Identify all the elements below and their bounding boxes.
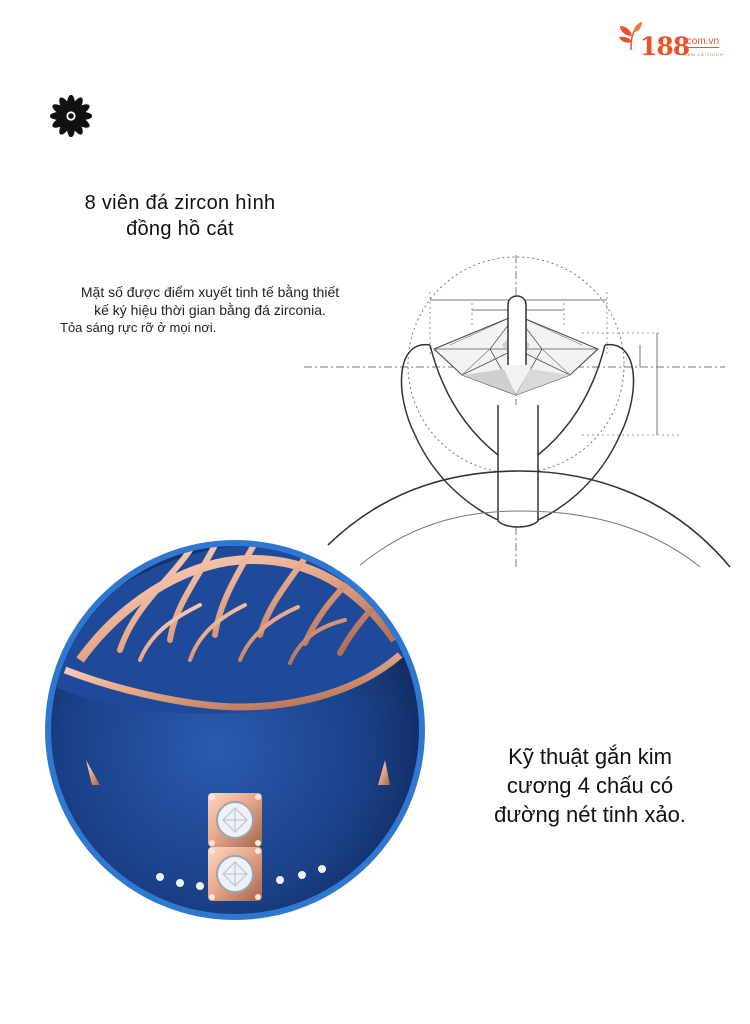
caption-line1: Kỹ thuật gắn kim	[508, 744, 672, 769]
flower-icon	[48, 93, 94, 139]
prong-caption	[470, 742, 710, 829]
feature-title	[60, 190, 300, 242]
logo-tagline: XEM LÀ THÍCH	[684, 52, 724, 57]
logo-domain: .com.vn	[684, 36, 720, 47]
feature-title-line1: 8 viên đá zircon hình	[84, 192, 276, 214]
feature-title-line2: đồng hồ cát	[126, 218, 234, 240]
logo-number: 188	[640, 32, 690, 61]
watch-dial-closeup	[40, 535, 430, 925]
prong-setting-diagram	[300, 245, 750, 575]
caption-line2: cương 4 chấu có	[506, 773, 674, 798]
caption-line3: đường nét tinh xảo.	[494, 802, 686, 827]
description-line1: Mặt số được điểm xuyết tinh tế bằng thiết	[80, 284, 340, 300]
description-line3: Tỏa sáng rực rỡ ở mọi nơi.	[60, 320, 217, 335]
site-logo[interactable]	[618, 22, 733, 74]
description-line2: kế ký hiệu thời gian bằng đá zirconia.	[94, 302, 326, 318]
